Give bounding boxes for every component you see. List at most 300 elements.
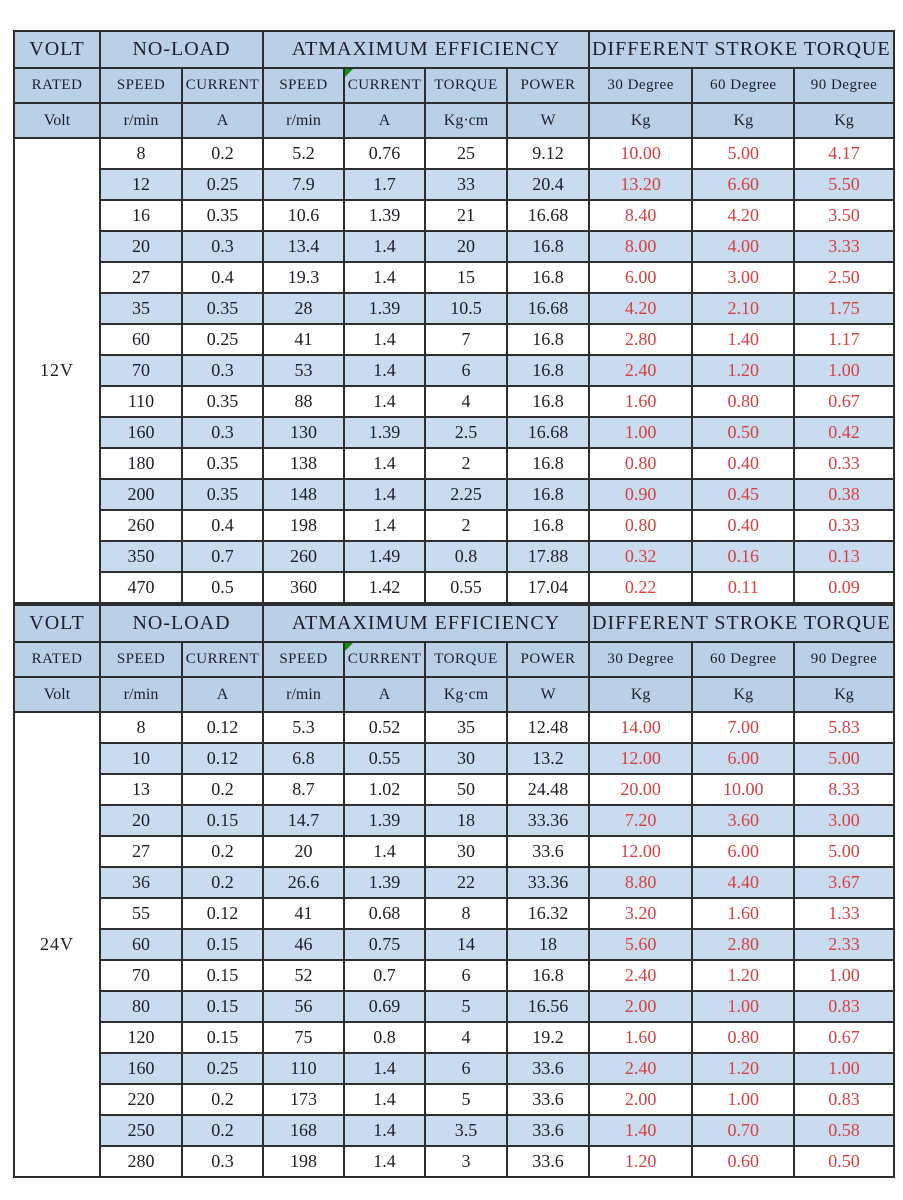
cell-eff-power: 16.8 — [507, 262, 589, 293]
cell-torque-60deg: 1.00 — [692, 991, 794, 1022]
cell-noload-current: 0.25 — [182, 324, 263, 355]
cell-torque-30deg: 5.60 — [589, 929, 692, 960]
table-body-12v — [14, 138, 894, 603]
cell-eff-speed: 7.9 — [263, 169, 344, 200]
cell-eff-current: 1.4 — [344, 324, 425, 355]
cell-eff-current: 1.4 — [344, 479, 425, 510]
col-eff-torque: TORQUE — [425, 642, 507, 677]
volt-label: 24V — [14, 712, 100, 1177]
cell-noload-speed: 70 — [100, 960, 182, 991]
table-row — [14, 200, 894, 231]
header-max-efficiency: ATMAXIMUM EFFICIENCY — [263, 605, 589, 642]
cell-eff-torque: 33 — [425, 169, 507, 200]
table-row — [14, 293, 894, 324]
table-row — [14, 1022, 894, 1053]
cell-torque-90deg: 0.38 — [794, 479, 893, 510]
cell-eff-current: 1.4 — [344, 836, 425, 867]
col-eff-torque: TORQUE — [425, 68, 507, 103]
col-noload-speed: SPEED — [100, 68, 182, 103]
cell-eff-power: 16.56 — [507, 991, 589, 1022]
cell-eff-torque: 2.5 — [425, 417, 507, 448]
cell-eff-speed: 41 — [263, 898, 344, 929]
cell-noload-speed: 160 — [100, 1053, 182, 1084]
header-stroke-torque: DIFFERENT STROKE TORQUE — [589, 31, 894, 68]
cell-torque-30deg: 20.00 — [589, 774, 692, 805]
comment-marker-icon — [345, 643, 353, 651]
cell-eff-torque: 35 — [425, 712, 507, 743]
cell-torque-30deg: 0.32 — [589, 541, 692, 572]
cell-eff-power: 16.8 — [507, 386, 589, 417]
unit-eff-current: A — [344, 103, 425, 138]
col-noload-current: CURRENT — [182, 68, 263, 103]
table-row — [14, 138, 894, 169]
cell-noload-current: 0.3 — [182, 231, 263, 262]
table-row — [14, 991, 894, 1022]
cell-torque-90deg: 1.00 — [794, 960, 893, 991]
cell-eff-torque: 2 — [425, 448, 507, 479]
header-no-load: NO-LOAD — [100, 605, 263, 642]
col-eff-speed: SPEED — [263, 68, 344, 103]
cell-eff-speed: 53 — [263, 355, 344, 386]
cell-torque-90deg: 1.33 — [794, 898, 893, 929]
col-eff-power: POWER — [507, 68, 589, 103]
cell-noload-current: 0.12 — [182, 898, 263, 929]
cell-noload-current: 0.15 — [182, 1022, 263, 1053]
cell-eff-power: 16.8 — [507, 231, 589, 262]
unit-60-degree: Kg — [692, 103, 794, 138]
cell-noload-speed: 13 — [100, 774, 182, 805]
cell-eff-power: 20.4 — [507, 169, 589, 200]
cell-noload-current: 0.35 — [182, 293, 263, 324]
cell-torque-60deg: 0.80 — [692, 386, 794, 417]
cell-torque-60deg: 3.60 — [692, 805, 794, 836]
cell-eff-speed: 198 — [263, 1146, 344, 1177]
cell-eff-torque: 0.55 — [425, 572, 507, 603]
cell-torque-30deg: 12.00 — [589, 836, 692, 867]
cell-noload-speed: 220 — [100, 1084, 182, 1115]
cell-torque-60deg: 1.20 — [692, 960, 794, 991]
cell-eff-speed: 75 — [263, 1022, 344, 1053]
cell-eff-torque: 6 — [425, 960, 507, 991]
cell-eff-power: 16.8 — [507, 960, 589, 991]
cell-eff-speed: 260 — [263, 541, 344, 572]
cell-eff-current: 1.4 — [344, 1053, 425, 1084]
cell-eff-power: 16.8 — [507, 324, 589, 355]
table-row — [14, 262, 894, 293]
cell-noload-current: 0.35 — [182, 386, 263, 417]
comment-marker-icon — [345, 69, 353, 77]
cell-eff-current: 0.75 — [344, 929, 425, 960]
cell-eff-torque: 30 — [425, 836, 507, 867]
table-row — [14, 572, 894, 603]
cell-noload-current: 0.3 — [182, 1146, 263, 1177]
cell-torque-30deg: 2.00 — [589, 991, 692, 1022]
cell-torque-90deg: 1.00 — [794, 1053, 893, 1084]
cell-noload-speed: 27 — [100, 836, 182, 867]
cell-noload-speed: 200 — [100, 479, 182, 510]
unit-noload-speed: r/min — [100, 103, 182, 138]
cell-noload-speed: 160 — [100, 417, 182, 448]
cell-noload-speed: 35 — [100, 293, 182, 324]
cell-eff-torque: 50 — [425, 774, 507, 805]
cell-noload-speed: 60 — [100, 929, 182, 960]
unit-eff-power: W — [507, 103, 589, 138]
cell-eff-power: 33.6 — [507, 1115, 589, 1146]
cell-torque-90deg: 1.17 — [794, 324, 893, 355]
table-row — [14, 479, 894, 510]
cell-noload-speed: 10 — [100, 743, 182, 774]
cell-eff-torque: 2.25 — [425, 479, 507, 510]
cell-eff-torque: 2 — [425, 510, 507, 541]
cell-torque-90deg: 3.50 — [794, 200, 893, 231]
col-eff-current-label: CURRENT — [347, 77, 422, 93]
cell-torque-30deg: 1.60 — [589, 1022, 692, 1053]
cell-eff-speed: 198 — [263, 510, 344, 541]
cell-torque-30deg: 1.20 — [589, 1146, 692, 1177]
cell-noload-speed: 60 — [100, 324, 182, 355]
cell-torque-30deg: 13.20 — [589, 169, 692, 200]
cell-noload-speed: 280 — [100, 1146, 182, 1177]
cell-eff-current: 0.8 — [344, 1022, 425, 1053]
unit-volt: Volt — [14, 103, 100, 138]
col-eff-speed: SPEED — [263, 642, 344, 677]
cell-torque-90deg: 0.83 — [794, 991, 893, 1022]
header-volt: VOLT — [14, 605, 100, 642]
unit-30-degree: Kg — [589, 677, 692, 712]
table-row — [14, 1146, 894, 1177]
cell-torque-90deg: 4.17 — [794, 138, 893, 169]
table-row — [14, 231, 894, 262]
cell-eff-speed: 13.4 — [263, 231, 344, 262]
cell-noload-current: 0.15 — [182, 991, 263, 1022]
cell-torque-30deg: 12.00 — [589, 743, 692, 774]
cell-noload-current: 0.2 — [182, 774, 263, 805]
cell-eff-speed: 46 — [263, 929, 344, 960]
cell-eff-speed: 14.7 — [263, 805, 344, 836]
unit-90-degree: Kg — [794, 103, 893, 138]
cell-eff-speed: 20 — [263, 836, 344, 867]
table-row — [14, 169, 894, 200]
cell-eff-speed: 130 — [263, 417, 344, 448]
unit-noload-speed: r/min — [100, 677, 182, 712]
cell-torque-90deg: 0.33 — [794, 510, 893, 541]
cell-eff-torque: 3 — [425, 1146, 507, 1177]
cell-torque-60deg: 0.40 — [692, 510, 794, 541]
unit-eff-speed: r/min — [263, 103, 344, 138]
cell-noload-current: 0.3 — [182, 355, 263, 386]
cell-eff-current: 1.4 — [344, 355, 425, 386]
cell-torque-60deg: 0.45 — [692, 479, 794, 510]
table-row — [14, 386, 894, 417]
cell-eff-speed: 5.2 — [263, 138, 344, 169]
cell-eff-torque: 20 — [425, 231, 507, 262]
cell-eff-current: 1.4 — [344, 1084, 425, 1115]
col-rated: RATED — [14, 68, 100, 103]
col-30-degree: 30 Degree — [589, 68, 692, 103]
cell-noload-current: 0.35 — [182, 448, 263, 479]
header-group-row — [14, 605, 894, 642]
cell-noload-current: 0.35 — [182, 479, 263, 510]
header-columns-row — [14, 68, 894, 103]
table-row — [14, 929, 894, 960]
cell-eff-current: 1.42 — [344, 572, 425, 603]
cell-eff-torque: 10.5 — [425, 293, 507, 324]
cell-torque-60deg: 6.00 — [692, 743, 794, 774]
cell-torque-30deg: 14.00 — [589, 712, 692, 743]
cell-torque-90deg: 2.50 — [794, 262, 893, 293]
cell-eff-torque: 6 — [425, 355, 507, 386]
header-units-row — [14, 103, 894, 138]
cell-noload-speed: 80 — [100, 991, 182, 1022]
cell-torque-30deg: 2.80 — [589, 324, 692, 355]
cell-eff-speed: 52 — [263, 960, 344, 991]
cell-eff-current: 1.4 — [344, 510, 425, 541]
cell-noload-speed: 250 — [100, 1115, 182, 1146]
col-eff-current — [344, 642, 425, 677]
cell-eff-power: 16.32 — [507, 898, 589, 929]
col-30-degree: 30 Degree — [589, 642, 692, 677]
table-header — [14, 31, 894, 138]
cell-eff-speed: 8.7 — [263, 774, 344, 805]
cell-noload-current: 0.15 — [182, 929, 263, 960]
cell-torque-30deg: 8.00 — [589, 231, 692, 262]
cell-noload-speed: 12 — [100, 169, 182, 200]
table-row — [14, 774, 894, 805]
table-row — [14, 743, 894, 774]
cell-eff-speed: 19.3 — [263, 262, 344, 293]
cell-eff-torque: 0.8 — [425, 541, 507, 572]
table-row — [14, 448, 894, 479]
table-row — [14, 324, 894, 355]
table-header — [14, 605, 894, 712]
cell-eff-power: 16.8 — [507, 355, 589, 386]
cell-eff-power: 24.48 — [507, 774, 589, 805]
cell-noload-current: 0.2 — [182, 836, 263, 867]
cell-eff-torque: 6 — [425, 1053, 507, 1084]
cell-torque-90deg: 2.33 — [794, 929, 893, 960]
cell-eff-speed: 26.6 — [263, 867, 344, 898]
volt-label: 12V — [14, 138, 100, 603]
cell-eff-torque: 25 — [425, 138, 507, 169]
cell-noload-current: 0.7 — [182, 541, 263, 572]
cell-eff-power: 16.68 — [507, 417, 589, 448]
cell-eff-power: 33.36 — [507, 867, 589, 898]
cell-torque-90deg: 0.33 — [794, 448, 893, 479]
cell-torque-60deg: 0.70 — [692, 1115, 794, 1146]
col-60-degree: 60 Degree — [692, 642, 794, 677]
cell-torque-30deg: 8.80 — [589, 867, 692, 898]
cell-torque-30deg: 2.40 — [589, 355, 692, 386]
cell-eff-current: 0.69 — [344, 991, 425, 1022]
table-row — [14, 510, 894, 541]
cell-torque-30deg: 7.20 — [589, 805, 692, 836]
cell-torque-90deg: 0.58 — [794, 1115, 893, 1146]
unit-volt: Volt — [14, 677, 100, 712]
unit-60-degree: Kg — [692, 677, 794, 712]
header-volt: VOLT — [14, 31, 100, 68]
cell-eff-power: 33.6 — [507, 1053, 589, 1084]
header-stroke-torque: DIFFERENT STROKE TORQUE — [589, 605, 894, 642]
cell-torque-60deg: 10.00 — [692, 774, 794, 805]
table-row — [14, 898, 894, 929]
cell-torque-90deg: 0.50 — [794, 1146, 893, 1177]
cell-eff-current: 1.4 — [344, 448, 425, 479]
cell-noload-current: 0.2 — [182, 1084, 263, 1115]
cell-torque-60deg: 6.60 — [692, 169, 794, 200]
cell-torque-30deg: 0.80 — [589, 448, 692, 479]
cell-torque-90deg: 5.50 — [794, 169, 893, 200]
cell-noload-speed: 16 — [100, 200, 182, 231]
header-columns-row — [14, 642, 894, 677]
cell-eff-speed: 360 — [263, 572, 344, 603]
cell-eff-power: 16.8 — [507, 479, 589, 510]
cell-torque-60deg: 1.60 — [692, 898, 794, 929]
cell-eff-torque: 21 — [425, 200, 507, 231]
cell-torque-60deg: 1.20 — [692, 1053, 794, 1084]
cell-eff-power: 19.2 — [507, 1022, 589, 1053]
col-90-degree: 90 Degree — [794, 642, 893, 677]
cell-torque-30deg: 0.22 — [589, 572, 692, 603]
cell-eff-current: 1.4 — [344, 386, 425, 417]
cell-torque-60deg: 4.40 — [692, 867, 794, 898]
cell-noload-current: 0.15 — [182, 960, 263, 991]
cell-eff-current: 1.4 — [344, 262, 425, 293]
cell-eff-speed: 110 — [263, 1053, 344, 1084]
cell-noload-current: 0.2 — [182, 138, 263, 169]
unit-30-degree: Kg — [589, 103, 692, 138]
cell-eff-power: 9.12 — [507, 138, 589, 169]
unit-noload-current: A — [182, 103, 263, 138]
cell-noload-speed: 110 — [100, 386, 182, 417]
cell-torque-30deg: 2.40 — [589, 960, 692, 991]
header-group-row — [14, 31, 894, 68]
cell-torque-30deg: 0.80 — [589, 510, 692, 541]
cell-eff-current: 0.7 — [344, 960, 425, 991]
cell-eff-speed: 173 — [263, 1084, 344, 1115]
cell-torque-60deg: 0.11 — [692, 572, 794, 603]
cell-eff-torque: 14 — [425, 929, 507, 960]
table-row — [14, 541, 894, 572]
cell-torque-60deg: 1.20 — [692, 355, 794, 386]
cell-noload-current: 0.12 — [182, 743, 263, 774]
cell-eff-speed: 148 — [263, 479, 344, 510]
cell-torque-60deg: 0.60 — [692, 1146, 794, 1177]
table-row — [14, 836, 894, 867]
table-row — [14, 960, 894, 991]
cell-torque-90deg: 0.13 — [794, 541, 893, 572]
cell-noload-speed: 55 — [100, 898, 182, 929]
cell-torque-60deg: 1.40 — [692, 324, 794, 355]
cell-noload-speed: 8 — [100, 138, 182, 169]
cell-noload-current: 0.15 — [182, 805, 263, 836]
cell-eff-current: 1.39 — [344, 200, 425, 231]
unit-eff-current: A — [344, 677, 425, 712]
cell-eff-torque: 15 — [425, 262, 507, 293]
cell-eff-torque: 30 — [425, 743, 507, 774]
cell-eff-speed: 28 — [263, 293, 344, 324]
cell-eff-power: 17.04 — [507, 572, 589, 603]
cell-eff-torque: 22 — [425, 867, 507, 898]
cell-eff-torque: 8 — [425, 898, 507, 929]
col-eff-power: POWER — [507, 642, 589, 677]
cell-torque-60deg: 4.20 — [692, 200, 794, 231]
cell-eff-torque: 4 — [425, 1022, 507, 1053]
col-rated: RATED — [14, 642, 100, 677]
cell-eff-current: 1.02 — [344, 774, 425, 805]
cell-noload-current: 0.2 — [182, 867, 263, 898]
cell-noload-speed: 20 — [100, 231, 182, 262]
cell-noload-current: 0.12 — [182, 712, 263, 743]
cell-torque-60deg: 3.00 — [692, 262, 794, 293]
cell-torque-90deg: 0.42 — [794, 417, 893, 448]
cell-torque-90deg: 0.09 — [794, 572, 893, 603]
cell-noload-speed: 36 — [100, 867, 182, 898]
cell-torque-90deg: 1.00 — [794, 355, 893, 386]
table-row — [14, 1084, 894, 1115]
cell-torque-60deg: 5.00 — [692, 138, 794, 169]
cell-torque-60deg: 0.50 — [692, 417, 794, 448]
cell-eff-torque: 18 — [425, 805, 507, 836]
cell-torque-90deg: 3.00 — [794, 805, 893, 836]
cell-torque-90deg: 5.83 — [794, 712, 893, 743]
cell-noload-speed: 8 — [100, 712, 182, 743]
table-row — [14, 712, 894, 743]
cell-torque-60deg: 4.00 — [692, 231, 794, 262]
cell-torque-30deg: 2.00 — [589, 1084, 692, 1115]
cell-torque-30deg: 2.40 — [589, 1053, 692, 1084]
spec-table-12v — [13, 30, 895, 604]
cell-eff-speed: 41 — [263, 324, 344, 355]
cell-eff-power: 13.2 — [507, 743, 589, 774]
spec-table-24v — [13, 604, 895, 1178]
cell-eff-power: 18 — [507, 929, 589, 960]
cell-noload-current: 0.25 — [182, 1053, 263, 1084]
unit-eff-power: W — [507, 677, 589, 712]
cell-noload-speed: 350 — [100, 541, 182, 572]
cell-torque-60deg: 0.16 — [692, 541, 794, 572]
cell-noload-speed: 260 — [100, 510, 182, 541]
table-row — [14, 355, 894, 386]
cell-torque-90deg: 3.67 — [794, 867, 893, 898]
cell-eff-current: 1.7 — [344, 169, 425, 200]
header-units-row — [14, 677, 894, 712]
cell-eff-torque: 5 — [425, 991, 507, 1022]
cell-torque-60deg: 0.80 — [692, 1022, 794, 1053]
cell-torque-90deg: 0.67 — [794, 386, 893, 417]
unit-eff-torque: Kg·cm — [425, 103, 507, 138]
cell-eff-power: 33.6 — [507, 1084, 589, 1115]
col-eff-current-label: CURRENT — [347, 651, 422, 667]
col-noload-current: CURRENT — [182, 642, 263, 677]
cell-torque-30deg: 1.40 — [589, 1115, 692, 1146]
cell-torque-90deg: 5.00 — [794, 743, 893, 774]
cell-eff-current: 0.55 — [344, 743, 425, 774]
cell-noload-current: 0.25 — [182, 169, 263, 200]
cell-eff-torque: 4 — [425, 386, 507, 417]
cell-eff-current: 0.52 — [344, 712, 425, 743]
cell-torque-30deg: 10.00 — [589, 138, 692, 169]
cell-eff-current: 1.4 — [344, 231, 425, 262]
cell-torque-60deg: 6.00 — [692, 836, 794, 867]
cell-torque-60deg: 0.40 — [692, 448, 794, 479]
cell-torque-30deg: 4.20 — [589, 293, 692, 324]
cell-torque-60deg: 2.80 — [692, 929, 794, 960]
cell-noload-speed: 120 — [100, 1022, 182, 1053]
cell-torque-30deg: 3.20 — [589, 898, 692, 929]
cell-noload-speed: 70 — [100, 355, 182, 386]
cell-eff-power: 16.8 — [507, 510, 589, 541]
cell-eff-current: 1.49 — [344, 541, 425, 572]
